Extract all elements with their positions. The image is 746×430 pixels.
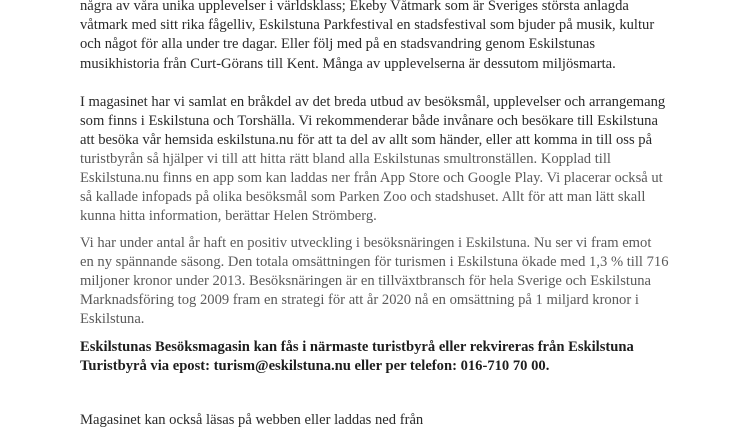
paragraph-line: Vi har under antal år haft en positiv utveckling i besöksnäringen i Eskilstuna. Nu ser vi fram emot [80, 235, 652, 251]
paragraph-line: I magasinet har vi samlat en bråkdel av det breda utbud av besöksmål, upplevelser och arrangemang [80, 94, 666, 110]
paragraph-line: miljoner kronor under 2013. Besöksnäringen är en tillväxtbransch för hela Sverige och Eskilstuna [80, 273, 652, 289]
paragraph-line: Turistbyrå via epost: turism@eskilstuna.nu eller per telefon: 016-710 70 00. [80, 358, 550, 374]
paragraph-line: så kallade infopads på olika besöksmål som Parken Zoo och stadshuset. Allt för att man lätt skall [80, 189, 646, 205]
paragraph-line: Marknadsföring tog 2009 fram en strategi för att år 2020 nå en omsättning på 1 miljard kronor i [80, 292, 639, 308]
paragraph-line: några av våra unika upplevelser i världsklass; Ekeby Våtmark som är Sveriges största anlagda [80, 0, 629, 14]
paragraph-line: kunna hitta information, berättar Helen Strömberg. [80, 208, 377, 224]
paragraph-line: en ny spännande säsong. Den totala omsättningen för turismen i Eskilstuna ökade med 1,3 % till 716 [80, 254, 669, 270]
paragraph-line: som finns i Eskilstuna och Torshälla. Vi rekommenderar både invånare och besökare till Eskilstuna [80, 113, 658, 129]
paragraph-line: våtmark med sitt rika fågelliv, Eskilstuna Parkfestival en stadsfestival som bjuder på musik, kultur [80, 17, 655, 33]
paragraph-line: Eskilstuna. [80, 311, 145, 327]
paragraph-line: att besöka vår hemsida eskilstuna.nu för att ta del av allt som händer, eller att komma in till oss på [80, 132, 653, 148]
paragraph-line: och något för alla under tre dagar. Eller följ med på en stadsvandring genom Eskilstunas [80, 36, 596, 52]
paragraph-line: turistbyrån så hjälper vi till att hitta rätt bland alla Eskilstunas smultronställen. Kopplad till [80, 151, 611, 167]
paragraph-line: Eskilstuna.nu finns en app som kan laddas ner från App Store och Google Play. Vi placerar också ut [80, 170, 663, 186]
paragraph-line: Magasinet kan också läsas på webben eller laddas ned från [80, 412, 424, 428]
paragraph-line: Eskilstunas Besöksmagasin kan fås i närmaste turistbyrå eller rekvireras från Eskilstuna [80, 339, 634, 355]
paragraph-line: musikhistoria från Curt-Görans till Kent. Många av upplevelserna är dessutom miljösmarta. [80, 56, 616, 72]
